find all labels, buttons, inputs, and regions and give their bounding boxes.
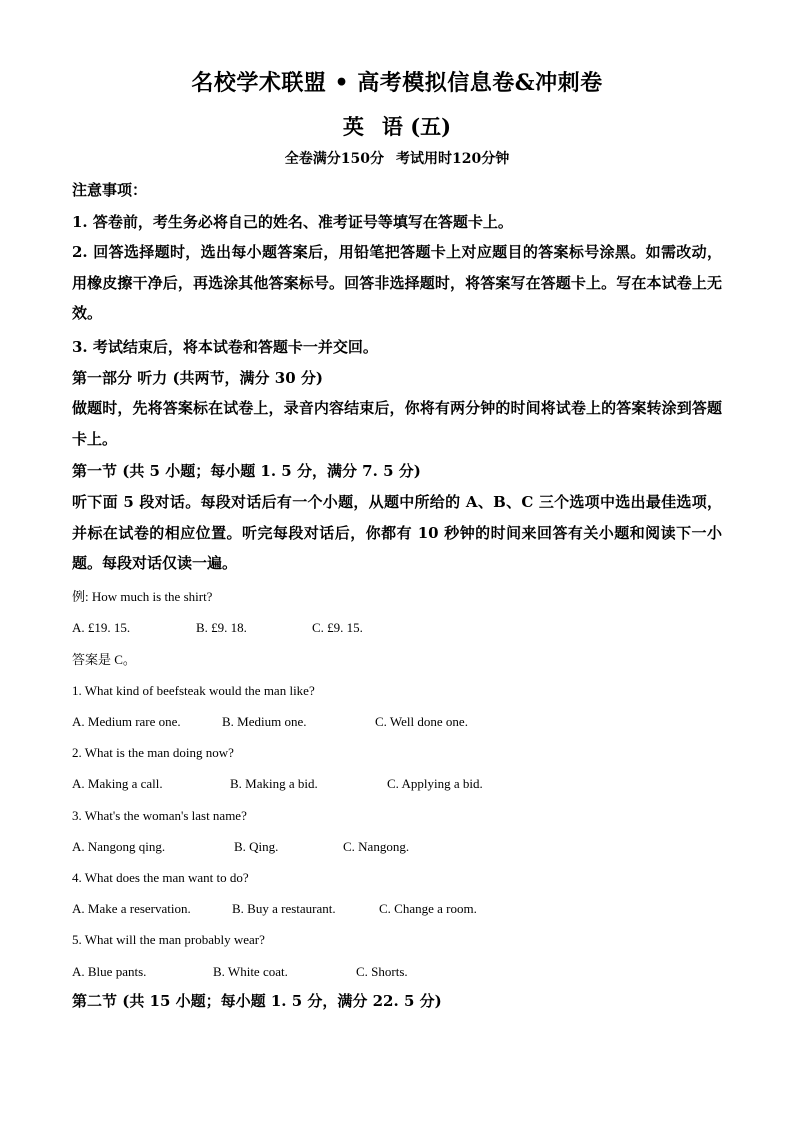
time-info: 考试用时120分钟 (396, 151, 510, 167)
option-b: B. Qing. (234, 839, 279, 854)
subject-title (0, 111, 794, 141)
option-b: B. £9. 18. (196, 620, 247, 635)
question-5: 5. What will the man probably wear? (72, 932, 265, 947)
example-answer: 答案是 C。 (72, 652, 136, 667)
exam-info (0, 148, 794, 168)
question-4-options (72, 900, 722, 918)
question-5-options (72, 963, 722, 981)
option-c: C. Well done one. (375, 714, 468, 729)
subject-char-1: 英 (342, 114, 364, 139)
question-2: 2. What is the man doing now? (72, 745, 234, 760)
note-item-2: 2. 回答选择题时，选出每小题答案后，用铅笔把答题卡上对应题目的答案标号涂黑。如需改动，用橡皮擦干净后，再选涂其他答案标号。回答非选择题时，将答案写在答题卡上。写在本试卷上无效。 (72, 243, 722, 322)
section1-heading: 第一节 (共 5 小题；每小题 1. 5 分，满分 7. 5 分) (72, 462, 421, 480)
question-1: 1. What kind of beefsteak would the man like? (72, 683, 315, 698)
option-c: C. £9. 15. (312, 620, 363, 635)
option-c: C. Nangong. (343, 839, 410, 854)
question-3: 3. What's the woman's last name? (72, 808, 247, 823)
question-4: 4. What does the man want to do? (72, 870, 249, 885)
note-item-1: 1. 答卷前，考生务必将自己的姓名、准考证号等填写在答题卡上。 (72, 213, 513, 231)
option-c: C. Change a room. (379, 901, 477, 916)
part1-instruction: 做题时，先将答案标在试卷上，录音内容结束后，你将有两分钟的时间将试卷上的答案转涂到答题卡上。 (72, 399, 722, 448)
option-b: B. Buy a restaurant. (232, 901, 336, 916)
exam-title: 名校学术联盟 • 高考模拟信息卷&冲刺卷 (191, 70, 603, 96)
option-c: C. Shorts. (356, 964, 408, 979)
part1-heading: 第一部分 听力 (共两节，满分 30 分) (72, 369, 323, 387)
option-a: A. Blue pants. (72, 964, 147, 979)
question-2-options (72, 775, 722, 793)
option-b: B. Medium one. (222, 714, 307, 729)
option-a: A. Making a call. (72, 776, 163, 791)
option-c: C. Applying a bid. (387, 776, 483, 791)
question-3-options (72, 838, 722, 856)
question-1-options (72, 713, 722, 731)
section1-instruction: 听下面 5 段对话。每段对话后有一个小题，从题中所给的 A、B、C 三个选项中选出最佳选项，并标在试卷的相应位置。听完每段对话后，你都有 10 秒钟的时间来回答有关小题和阅读下一小题。每段对话仅读一遍。 (72, 493, 722, 572)
score-info: 全卷满分150分 (284, 151, 384, 167)
option-b: B. White coat. (213, 964, 288, 979)
option-a: A. Nangong qing. (72, 839, 166, 854)
option-a: A. Make a reservation. (72, 901, 191, 916)
option-b: B. Making a bid. (230, 776, 318, 791)
notes-heading: 注意事项： (72, 181, 148, 199)
subject-char-2: 语 (五) (381, 114, 452, 139)
example-options (72, 619, 722, 637)
note-item-3: 3. 考试结束后，将本试卷和答题卡一并交回。 (72, 338, 378, 356)
example-question: 例: How much is the shirt? (72, 589, 213, 604)
section2-heading: 第二节 (共 15 小题；每小题 1. 5 分，满分 22. 5 分) (72, 992, 442, 1010)
option-a: A. Medium rare one. (72, 714, 181, 729)
option-a: A. £19. 15. (72, 620, 131, 635)
